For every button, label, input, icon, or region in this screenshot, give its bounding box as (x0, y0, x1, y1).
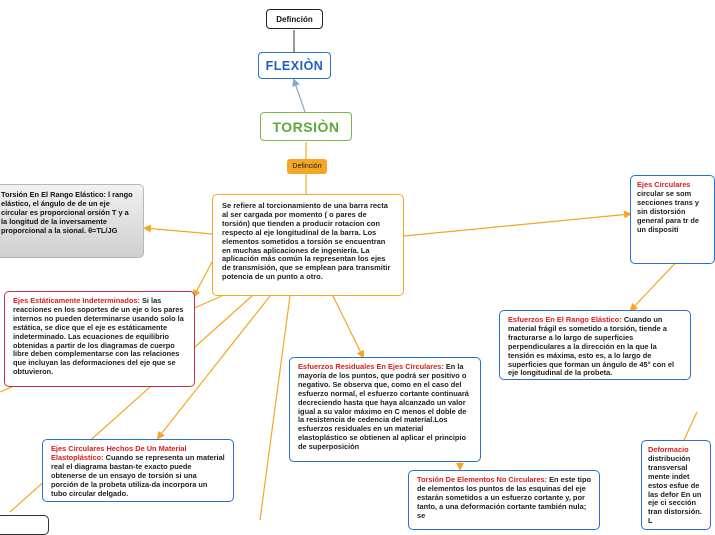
ejes-circulares-right-card[interactable] (630, 175, 715, 264)
indeterminados-title: Ejes Estáticamente Indeterminados: (13, 296, 140, 305)
huecos-body: Cuando se representa un material real el diagrama bastan-te exacto puede obtenerse de un ensayo de torsión si una porción de la probeta utiliza-da incorpora un tubo circular delgado. (51, 452, 225, 498)
link-central-indeterminados (194, 262, 212, 296)
rango-elastico-right-card[interactable] (499, 310, 691, 380)
residuales-title: Esfuerzos Residuales En Ejes Circulares: (298, 362, 444, 371)
central-definition-card[interactable] (212, 194, 404, 296)
no-circulares-card[interactable] (408, 470, 600, 530)
deformaciones-right-title: Deformacio (648, 445, 689, 454)
rango-elastico-left-card[interactable] (0, 184, 144, 258)
ejes-circulares-right-body: circular se som secciones trans y sin distorsión general para tr de un dispositi (637, 188, 700, 234)
deformaciones-right-card[interactable] (641, 440, 711, 530)
indeterminados-card[interactable] (4, 291, 195, 387)
deformaciones-right-body: distribución transversal mente indet estos esfue de las defor En un eje ci sección tran distorsión. L (648, 453, 702, 526)
rango-elastico-right-body: Cuando un material frágil es sometido a torsión, tiende a fracturarse a lo largo de superficies perpendiculares a la dirección en la que la tensión es máxima, esto es, a lo largo de superficies que forman un ángulo de 45° con el eje longitudinal de la probeta. (508, 315, 674, 378)
torsion-node[interactable]: TORSIÒN (260, 112, 352, 141)
residuales-card[interactable] (289, 357, 481, 462)
no-circulares-title: Torsión De Elementos No Circulares: (417, 475, 548, 484)
residuales-body: En la mayoría de los puntos, que podrá ser positivo o negativo. Se observa que, como en el caso del esfuerzo normal, el esfuerzo cortante continuará decreciendo hasta que haya alcanzado un valor igual a su valor máximo en C menos el doble de la resistencia de cedencia del material.Los esfuerzos residuales en un material elastoplástico se obtienen al aplicar el principio de superposición (298, 362, 469, 452)
central-definition-text: Se refiere al torcionamiento de una barra recta al ser cargada por momento ( o pares de torsión) que tienden a producir rotacion con respecto al eje longitudinal de la barra. Los elementos sometidos a torsión se encuentran en muchas aplicaciones de ingeniería. La aplicación más común la representan los ejes de transmisión, que se emplean para transmitir potencia de un punto a otro. (222, 201, 391, 282)
indeterminados-body: Si las reacciones en los soportes de un eje o los pares internos no pueden determinarse usando solo la estática, se dice que el eje es estáticamente indeterminado. Las ecuaciones de equilibrio obtenidas a partir de los diagramas de cuerpo libre deben complementarse con las relaciones que incluyan las deformaciones del eje que se obtuvieron. (13, 296, 184, 377)
ejes-circulares-right-title: Ejes Circulares (637, 180, 691, 189)
offscreen-card-bottom-left[interactable] (0, 515, 49, 535)
rango-elastico-right-title: Esfuerzos En El Rango Elástico: (508, 315, 622, 324)
link-central-residuales (333, 296, 363, 357)
link-right-deformaciones (684, 412, 697, 440)
link-torsion-flexion (294, 80, 305, 112)
flexion-node[interactable]: FLEXIÒN (258, 52, 331, 79)
no-circulares-body: En este tipo de elementos los puntos de las esquinas del eje estarán sometidos a un esfuerzo cortante y, por tanto, a una deformación cortante también nula; se (417, 475, 592, 520)
definicion-badge[interactable]: Definción (287, 159, 327, 174)
huecos-title: Ejes Circulares Hechos De Un Material Elastoplástico: (51, 444, 187, 462)
definicion-top-label[interactable]: Definción (266, 9, 323, 29)
link-central-ejes-right (404, 214, 630, 236)
rango-elastico-left-body: l rango elástico, el ángulo de de un eje circular es proporcional orsión T y a la longitud de la inversamente proporcional a la sional. θ=TL/JG (1, 190, 133, 235)
link-central-rango-left (145, 228, 212, 234)
huecos-card[interactable] (42, 439, 234, 502)
link-central-offscreen-3 (260, 296, 290, 520)
rango-elastico-left-title: Torsión En El Rango Elástico: (1, 190, 106, 199)
